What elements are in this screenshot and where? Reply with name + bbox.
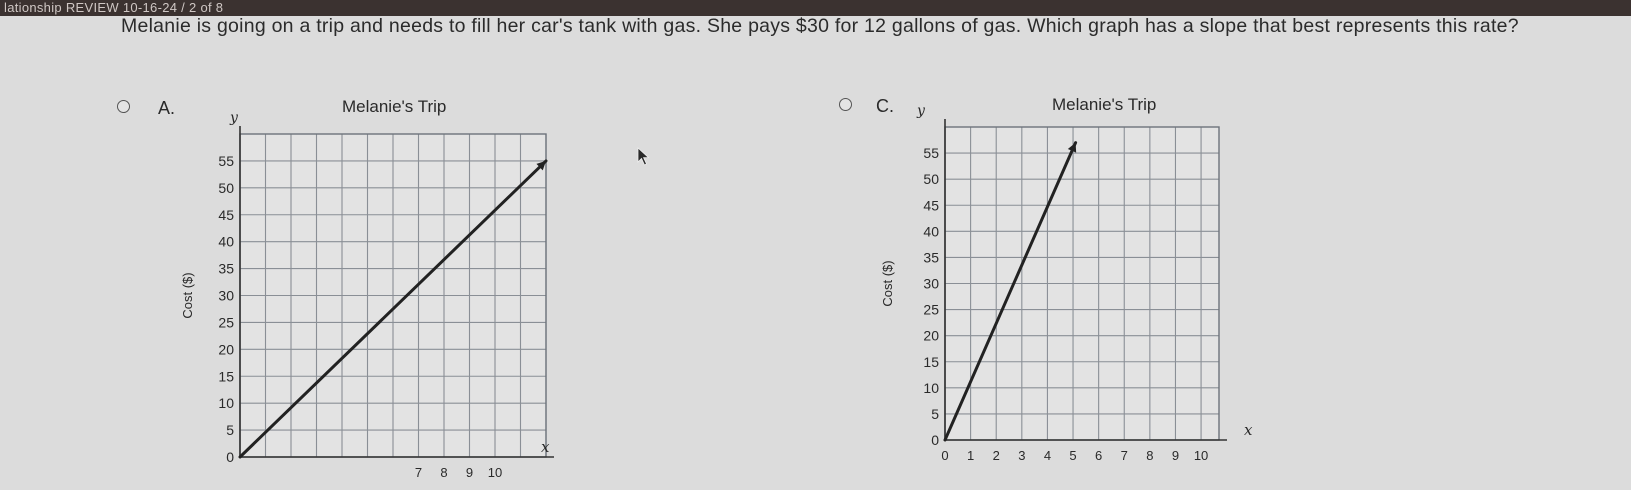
x-tick-label: 7 (414, 465, 423, 480)
y-tick-label: 40 (218, 233, 234, 250)
x-tick-label: 1 (966, 448, 975, 463)
y-tick-label: 55 (923, 145, 939, 162)
y-axis-label: Cost ($) (880, 260, 895, 307)
x-tick-label: 0 (941, 448, 949, 463)
y-tick-label: 5 (931, 405, 939, 422)
question-text: Melanie is going on a trip and needs to fill her car's tank with gas. She pays $30 for 12 gallons of gas. Which graph has a slope that best represents this rate? (121, 15, 1519, 37)
y-tick-label: 45 (923, 197, 939, 214)
x-tick-label: 7 (1120, 448, 1128, 463)
y-tick-label: 15 (218, 368, 234, 385)
y-tick-label: 10 (923, 379, 939, 396)
y-tick-label: 40 (923, 223, 939, 240)
assignment-title: lationship REVIEW 10-16-24 / 2 of 8 (4, 0, 224, 15)
chart-c-title: Melanie's Trip (1052, 95, 1157, 114)
y-tick-label: 45 (218, 206, 234, 223)
chart-a-title: Melanie's Trip (342, 97, 447, 116)
y-tick-label: 20 (218, 341, 234, 358)
x-axis-letter: x (541, 438, 550, 456)
x-tick-label: 3 (1018, 448, 1026, 463)
y-axis-label: Cost ($) (180, 272, 195, 319)
x-tick-label: 5 (1069, 448, 1077, 463)
choice-a-radio[interactable] (117, 100, 130, 113)
y-tick-label: 25 (218, 314, 234, 331)
y-tick-label: 30 (218, 287, 234, 304)
choice-c-label: C. (876, 96, 894, 116)
y-tick-label: 0 (226, 449, 234, 465)
y-tick-label: 35 (218, 260, 234, 277)
x-tick-label: 2 (992, 448, 1000, 463)
x-tick-label: 9 (465, 465, 474, 480)
x-tick-label: 4 (1043, 448, 1052, 463)
x-tick-label: 8 (1146, 448, 1154, 463)
x-tick-label: 6 (1095, 448, 1103, 463)
y-tick-label: 25 (923, 301, 939, 318)
x-tick-label: 10 (1193, 448, 1209, 463)
choice-a-label: A. (158, 98, 176, 118)
y-tick-label: 15 (923, 353, 939, 370)
y-tick-label: 35 (923, 249, 939, 266)
y-tick-label: 5 (226, 422, 234, 439)
y-tick-label: 10 (218, 395, 234, 412)
y-tick-label: 30 (923, 275, 939, 292)
x-tick-label: 9 (1171, 448, 1180, 463)
chart-a (170, 105, 590, 490)
y-tick-label: 0 (931, 432, 939, 448)
mouse-pointer-icon (637, 147, 651, 167)
x-tick-label: 8 (440, 465, 448, 480)
x-tick-label: 10 (487, 465, 503, 480)
y-axis-letter: y (230, 110, 238, 126)
y-tick-label: 50 (923, 171, 939, 188)
y-axis-letter: y (917, 103, 925, 119)
choice-c-radio[interactable] (839, 98, 852, 111)
y-tick-label: 50 (218, 179, 234, 196)
y-tick-label: 55 (218, 152, 234, 169)
y-tick-label: 20 (923, 327, 939, 344)
x-axis-letter: x (1244, 421, 1253, 439)
